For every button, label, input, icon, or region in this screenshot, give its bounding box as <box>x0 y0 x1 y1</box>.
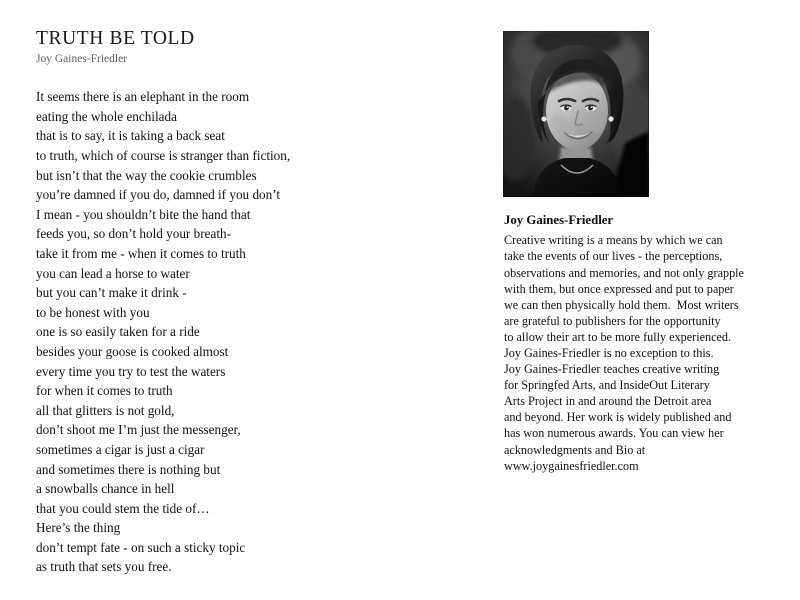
bio-line: observations and memories, and not only grapple <box>504 265 744 280</box>
bio-line: www.joygainesfriedler.com <box>504 458 639 473</box>
poem-body <box>36 87 466 577</box>
author-name: Joy Gaines-Friedler <box>504 213 614 227</box>
poem-line: but isn’t that the way the cookie crumbles <box>36 167 257 183</box>
poem-line: feeds you, so don’t hold your breath- <box>36 226 231 242</box>
poem-line: don’t tempt fate - on such a sticky topic <box>36 539 246 555</box>
bio-line: to allow their art to be more fully experienced. <box>504 329 732 344</box>
poem-line: that is to say, it is taking a back seat <box>36 128 225 144</box>
bio-line: Creative writing is a means by which we can <box>504 233 723 248</box>
bio-line: Arts Project in and around the Detroit area <box>504 394 712 409</box>
author-portrait-photo <box>503 31 649 197</box>
page-title: TRUTH BE TOLD <box>36 28 195 49</box>
poem-line: to be honest with you <box>36 304 150 320</box>
poem-line: and sometimes there is nothing but <box>36 461 221 477</box>
poem-line: eating the whole enchilada <box>36 108 177 124</box>
bio-line: with them, but once expressed and put to paper <box>504 281 734 296</box>
poem-line: don’t shoot me I’m just the messenger, <box>36 422 241 438</box>
author-bio-column <box>503 31 753 474</box>
bio-line: Joy Gaines-Friedler teaches creative writing <box>504 362 720 377</box>
poem-line: one is so easily taken for a ride <box>36 324 200 340</box>
poem-line: to truth, which of course is stranger than fiction, <box>36 148 291 164</box>
author-bio-text <box>504 232 752 473</box>
bio-line: and beyond. Her work is widely published and <box>504 410 732 425</box>
poem-line: you can lead a horse to water <box>36 265 190 281</box>
poem-line: a snowballs chance in hell <box>36 481 175 497</box>
bio-line: take the events of our lives - the perceptions, <box>504 249 723 264</box>
bio-line: we can then physically hold them. Most writers <box>504 297 739 312</box>
poem-line: as truth that sets you free. <box>36 559 172 575</box>
poem-line: every time you try to test the waters <box>36 363 226 379</box>
poem-line: I mean - you shouldn’t bite the hand that <box>36 206 251 222</box>
bio-line: for Springfed Arts, and InsideOut Literary <box>504 378 710 393</box>
poem-line: sometimes a cigar is just a cigar <box>36 441 205 457</box>
poem-line: besides your goose is cooked almost <box>36 343 229 359</box>
poem-line: that you could stem the tide of… <box>36 500 210 516</box>
poem-line: but you can’t make it drink - <box>36 285 187 301</box>
poem-line: all that glitters is not gold, <box>36 402 175 418</box>
poem-line: It seems there is an elephant in the room <box>36 89 250 105</box>
bio-line: Joy Gaines-Friedler is no exception to this. <box>504 346 714 360</box>
poem-line: for when it comes to truth <box>36 383 173 399</box>
bio-line: has won numerous awards. You can view her <box>504 426 724 441</box>
poem-line: take it from me - when it comes to truth <box>36 245 246 261</box>
poem-column <box>36 28 466 577</box>
bio-line: acknowledgments and Bio at <box>504 442 646 457</box>
bio-line: are grateful to publishers for the opportunity <box>504 313 721 328</box>
poem-line: Here’s the thing <box>36 520 121 536</box>
poem-line: you’re damned if you do, damned if you don’t <box>36 187 281 203</box>
poem-byline: Joy Gaines-Friedler <box>36 53 128 66</box>
